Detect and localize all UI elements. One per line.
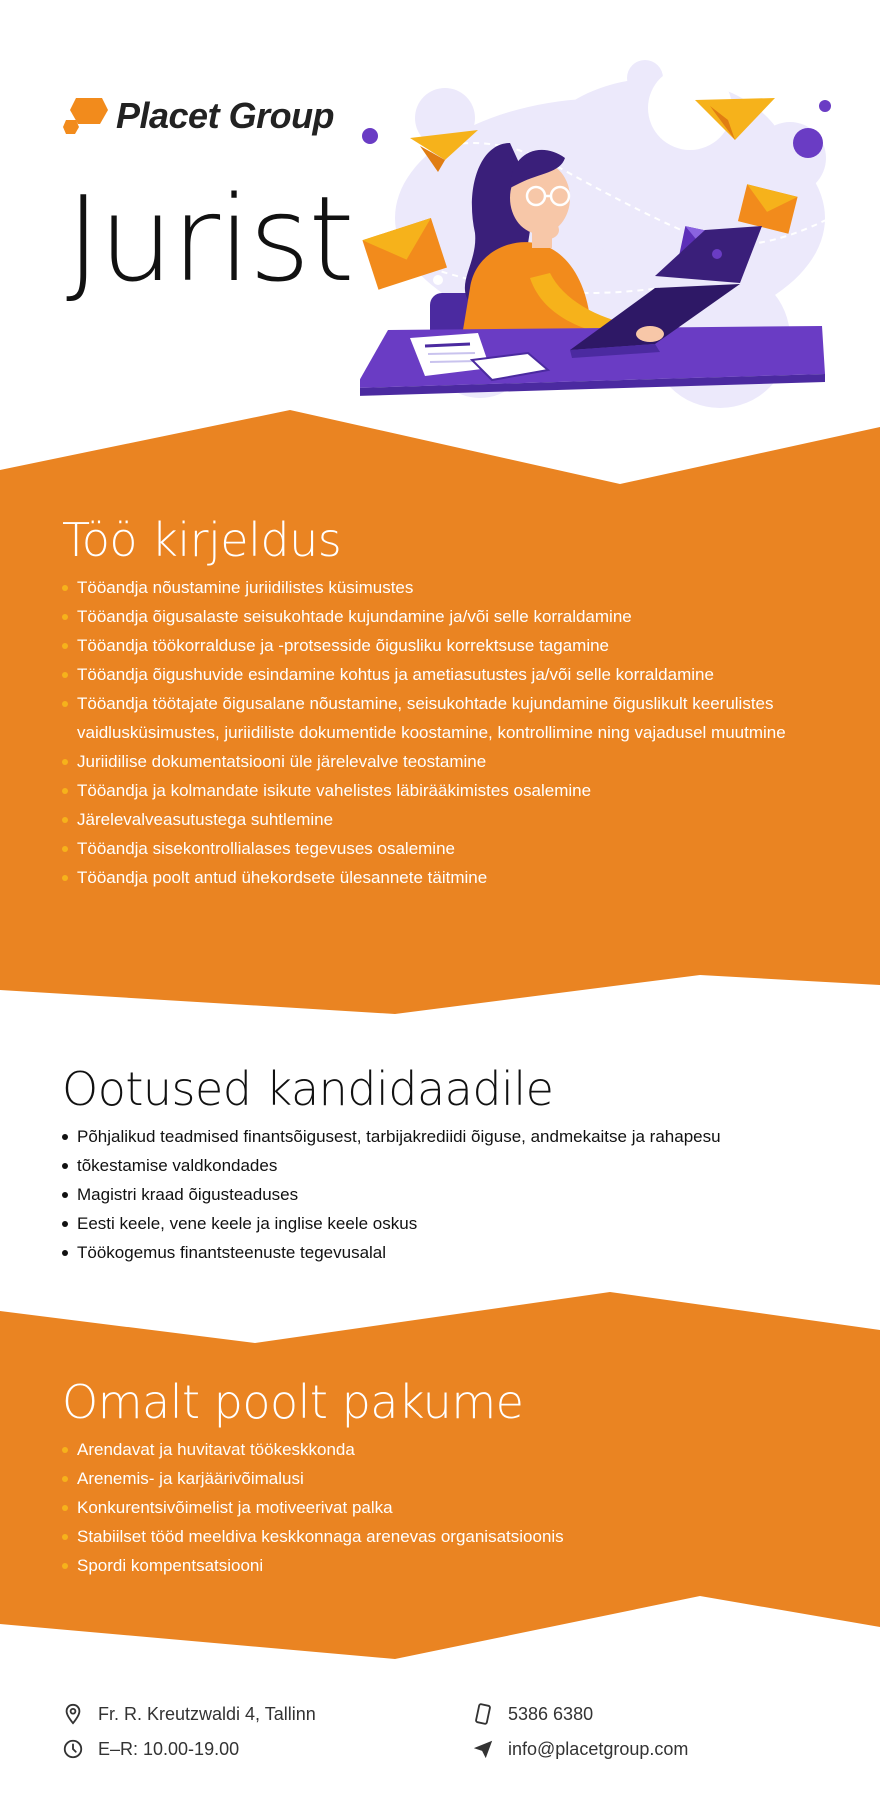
offer-heading: Omalt poolt pakume — [62, 1375, 524, 1429]
contact-phone[interactable] — [472, 1699, 593, 1729]
location-pin-icon — [62, 1703, 84, 1725]
woman-at-laptop-illustration — [360, 48, 840, 428]
brand-name: Placet Group — [116, 95, 335, 136]
list-item: Tööandja poolt antud ühekordsete ülesannete täitmine — [62, 863, 832, 892]
phone-text[interactable]: 5386 6380 — [508, 1703, 594, 1724]
job-description-list — [62, 573, 832, 892]
list-item: Stabiilset tööd meeldiva keskkonnaga arenevas organisatsioonis — [62, 1522, 832, 1551]
paper-plane-icon — [472, 1738, 494, 1760]
email-link[interactable]: info@placetgroup.com — [508, 1738, 689, 1759]
list-item: Tööandja sisekontrollialases tegevuses osalemine — [62, 834, 832, 863]
address-text: Fr. R. Kreutzwaldi 4, Tallinn — [98, 1703, 316, 1724]
clock-icon — [62, 1738, 84, 1760]
offer-list — [62, 1435, 832, 1580]
expectations-heading: Ootused kandidaadile — [62, 1062, 554, 1116]
list-item: Arendavat ja huvitavat töökeskkonda — [62, 1435, 832, 1464]
expectations-list — [62, 1122, 832, 1267]
placet-logo-icon — [62, 94, 112, 138]
contact-address — [62, 1699, 316, 1729]
list-item: Tööandja töötajate õigusalane nõustamine, seisukohtade kujundamine õiguslikult keerulistes vaidlusküsimustes, juriidiliste dokumentide koostamine, kontrollimine ning vajadusel muutmine — [62, 689, 832, 747]
list-item: Põhjalikud teadmised finantsõigusest, tarbijakrediidi õiguse, andmekaitse ja rahapesu — [62, 1122, 832, 1151]
hours-text: E–R: 10.00-19.00 — [98, 1738, 240, 1759]
job-description-section — [62, 514, 832, 892]
offer-section — [62, 1376, 832, 1580]
list-item: Juriidilise dokumentatsiooni üle järelevalve teostamine — [62, 747, 832, 776]
contact-email[interactable] — [472, 1734, 688, 1764]
list-item: Konkurentsivõimelist ja motiveerivat palka — [62, 1493, 832, 1522]
list-item: Arenemis- ja karjäärivõimalusi — [62, 1464, 832, 1493]
expectations-section — [62, 1063, 832, 1267]
contact-hours — [62, 1734, 239, 1764]
brand-logo — [62, 90, 334, 142]
list-item: Tööandja töökorralduse ja -protsesside õigusliku korrektsuse tagamine — [62, 631, 832, 660]
list-item: Tööandja õigusalaste seisukohtade kujundamine ja/või selle korraldamine — [62, 602, 832, 631]
list-item: Spordi kompentsatsiooni — [62, 1551, 832, 1580]
list-item: Eesti keele, vene keele ja inglise keele oskus — [62, 1209, 832, 1238]
list-item: tõkestamise valdkondades — [62, 1151, 832, 1180]
list-item: Töökogemus finantsteenuste tegevusalal — [62, 1238, 832, 1267]
page-title: Jurist — [66, 170, 353, 308]
list-item: Tööandja nõustamine juriidilistes küsimustes — [62, 573, 832, 602]
list-item: Järelevalveasutustega suhtlemine — [62, 805, 832, 834]
phone-icon — [472, 1703, 494, 1725]
list-item: Tööandja õigushuvide esindamine kohtus ja ametiasutustes ja/või selle korraldamine — [62, 660, 832, 689]
list-item: Magistri kraad õigusteaduses — [62, 1180, 832, 1209]
job-description-heading: Töö kirjeldus — [62, 513, 342, 567]
list-item: Tööandja ja kolmandate isikute vahelistes läbirääkimistes osalemine — [62, 776, 832, 805]
